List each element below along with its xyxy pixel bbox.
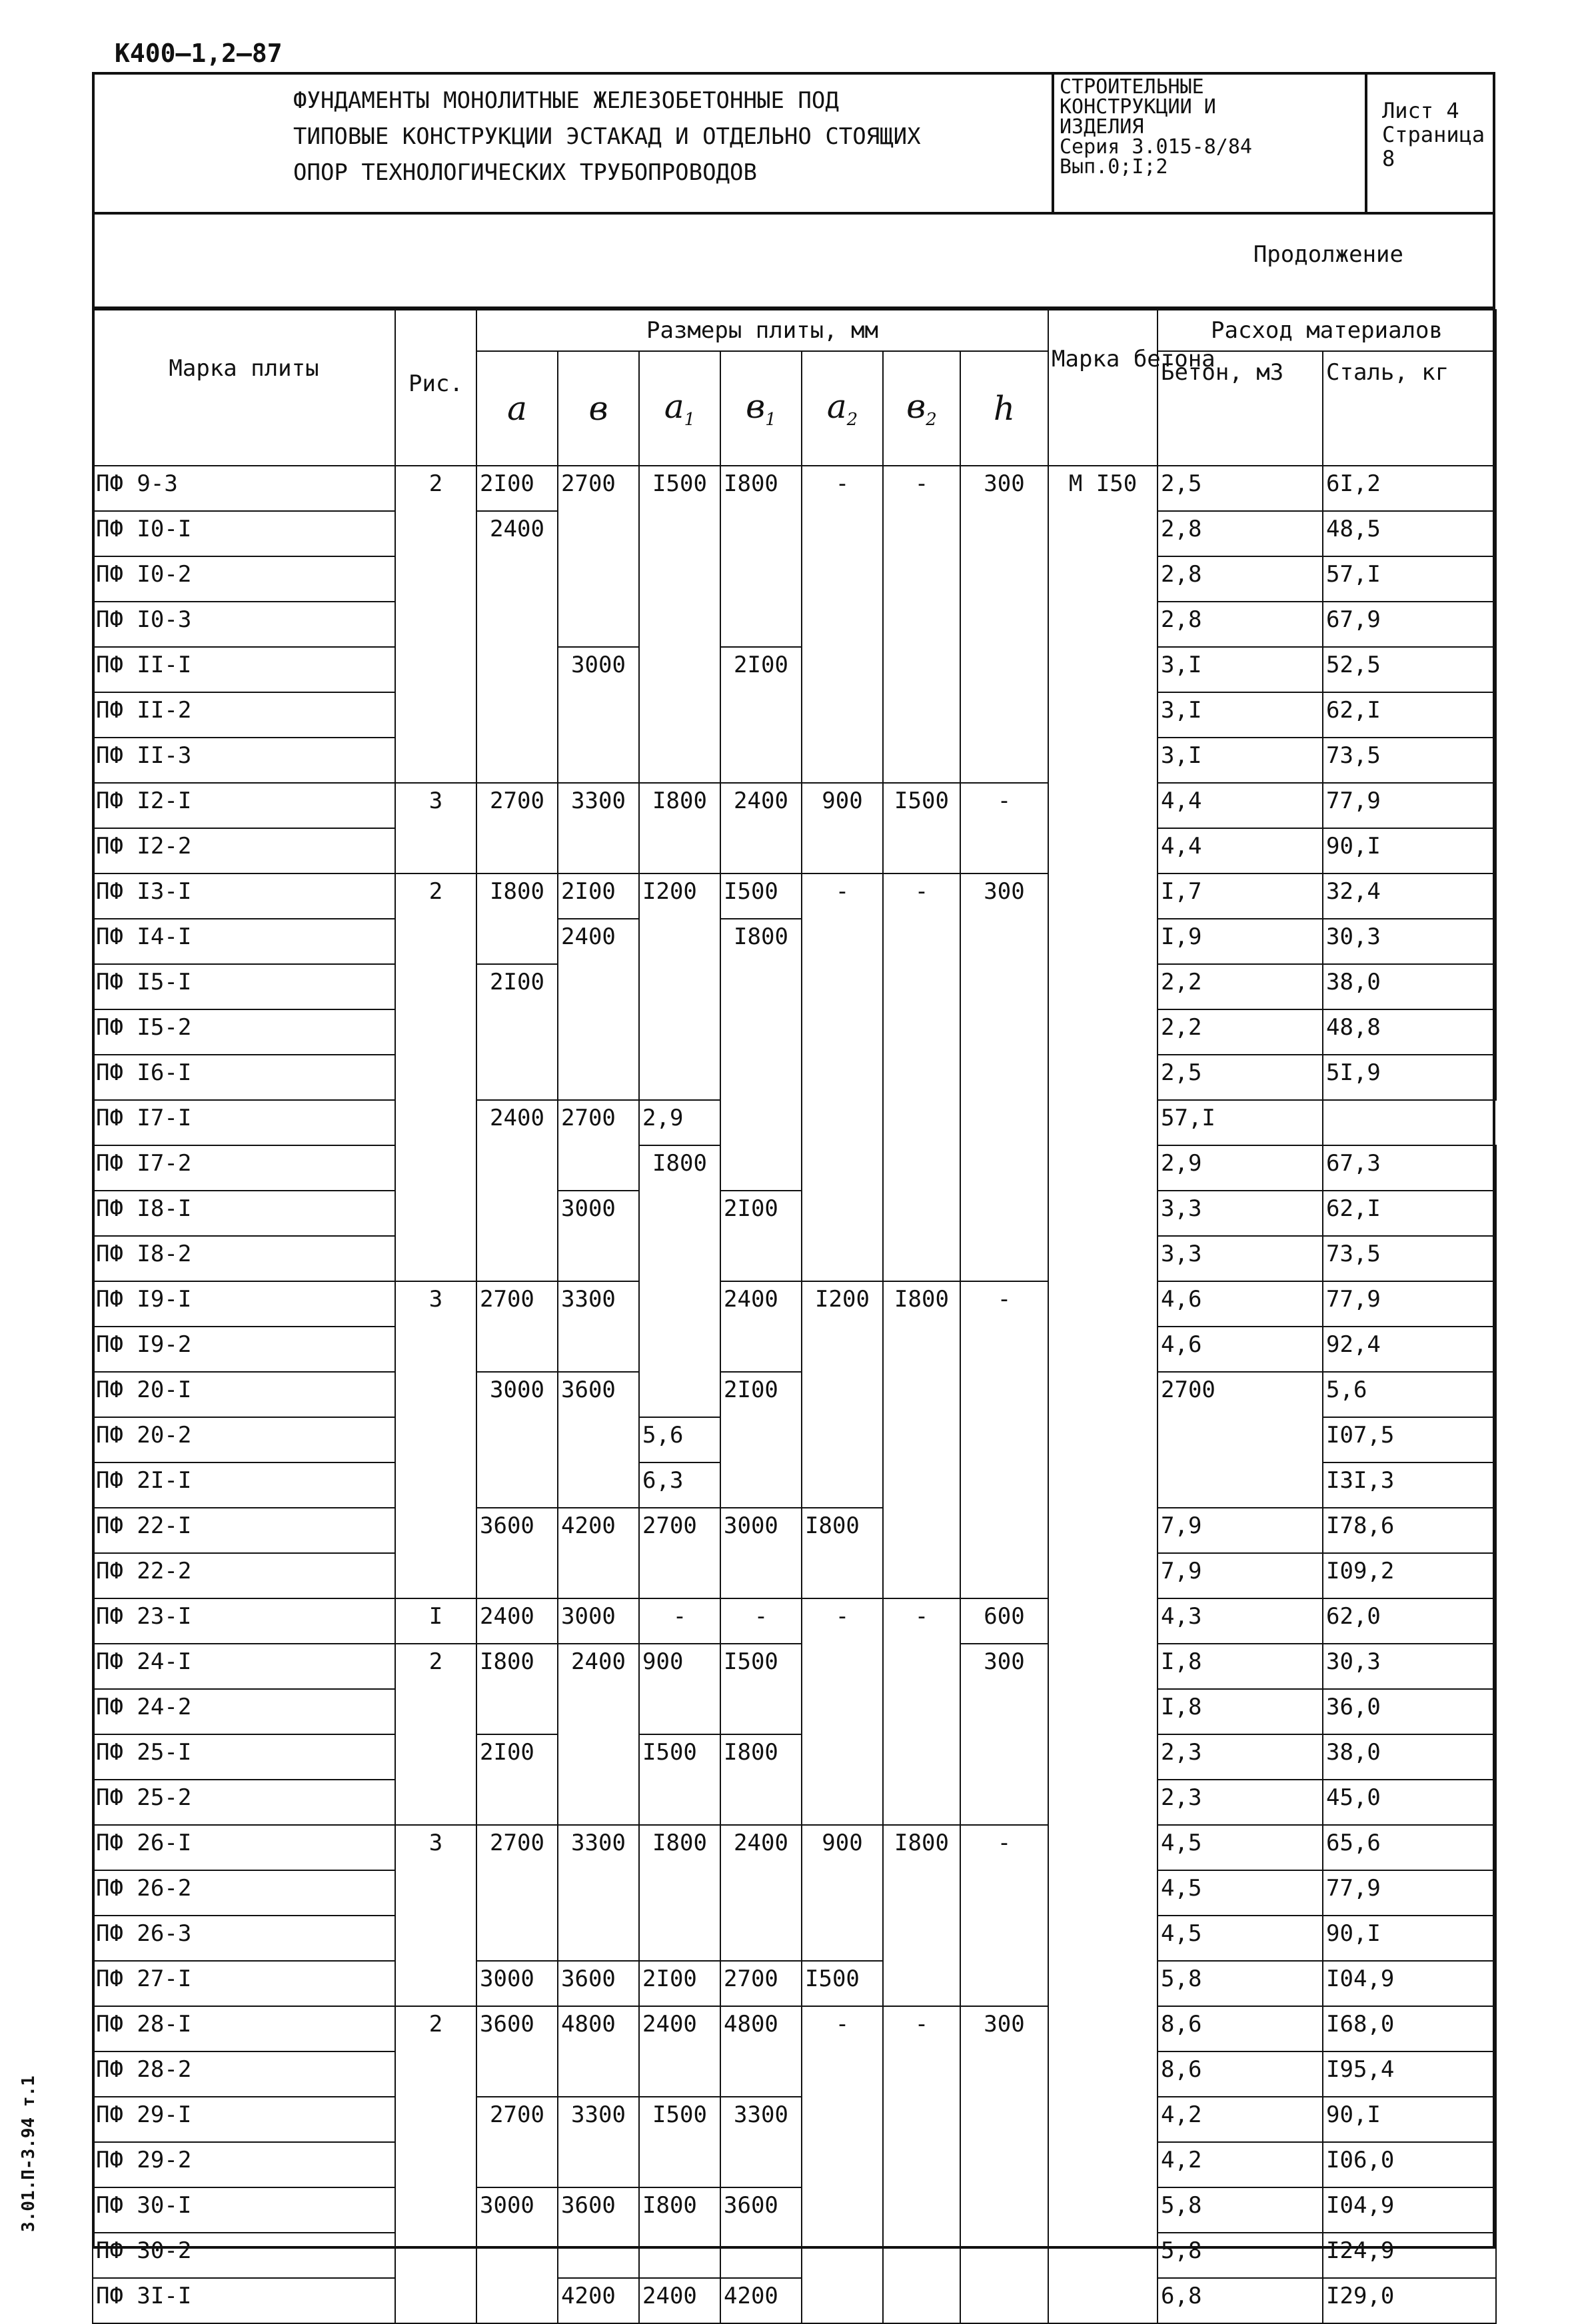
table-row xyxy=(93,1508,1496,1553)
cell-steel: 67,9 xyxy=(1323,602,1496,647)
cell-steel: 65,6 xyxy=(1323,1825,1496,1870)
page-number: Страница 8 xyxy=(1382,122,1485,171)
col-header-concrete: Бетон, м3 xyxy=(1158,351,1323,466)
series-line: Вып.0;I;2 xyxy=(1060,155,1168,179)
sheet-number: Лист 4 xyxy=(1382,98,1459,123)
cell-dim: 300 xyxy=(960,873,1048,1281)
cell-brand: ПФ I7-I xyxy=(93,1100,395,1145)
cell-dim: 2700 xyxy=(476,2097,558,2187)
cell-dim: - xyxy=(883,466,960,783)
cell-concrete: 3,3 xyxy=(1158,1236,1323,1281)
side-stamp-code: 3.01.П-3.94 т.1 xyxy=(19,2075,39,2232)
cell-brand: ПФ 24-I xyxy=(93,1644,395,1689)
cell-concrete: 2,8 xyxy=(1158,556,1323,602)
cell-figure: 3 xyxy=(395,1825,476,2006)
cell-dim: I500 xyxy=(883,783,960,873)
table-row xyxy=(93,1281,1496,1327)
cell-dim: I500 xyxy=(639,466,720,783)
cell-steel: 5I,9 xyxy=(1323,1055,1496,1100)
cell-steel: 67,3 xyxy=(1323,1145,1496,1191)
series-block xyxy=(1052,72,1365,212)
cell-concrete: 2,5 xyxy=(1158,1055,1323,1100)
cell-brand: ПФ I4-I xyxy=(93,919,395,964)
cell-brand: ПФ I3-I xyxy=(93,873,395,919)
cell-concrete: 5,8 xyxy=(1158,2187,1323,2233)
cell-figure: 3 xyxy=(395,783,476,873)
col-header-dim-h: h xyxy=(960,351,1048,466)
cell-dim: 3000 xyxy=(476,2187,558,2323)
cell-concrete: 2,5 xyxy=(1158,466,1323,511)
cell-dim: I800 xyxy=(883,1825,960,2006)
cell-dim: 900 xyxy=(639,1644,720,1734)
cell-dim: I200 xyxy=(639,873,720,1100)
cell-concrete: 3,I xyxy=(1158,692,1323,738)
table-row xyxy=(93,466,1496,511)
cell-steel: 45,0 xyxy=(1323,1780,1496,1825)
col-header-dim-b2: $в_2$ xyxy=(883,351,960,466)
cell-dim: - xyxy=(960,1281,1048,1598)
cell-dim: 2I00 xyxy=(639,1961,720,2006)
cell-steel: 6I,2 xyxy=(1323,466,1496,511)
col-header-dim-b: в xyxy=(558,351,639,466)
cell-dim: 3000 xyxy=(558,1191,639,1281)
cell-concrete-grade: М I50 xyxy=(1048,466,1158,2323)
cell-dim: 3600 xyxy=(476,1508,558,1598)
cell-concrete: 2,9 xyxy=(639,1100,720,1145)
col-header-dimensions: Размеры плиты, мм xyxy=(476,310,1048,351)
cell-brand: ПФ 3I-I xyxy=(93,2278,395,2323)
cell-steel: 62,0 xyxy=(1323,1598,1496,1644)
cell-concrete: 4,4 xyxy=(1158,783,1323,828)
cell-brand: ПФ 2I-I xyxy=(93,1462,395,1508)
cell-dim: 3600 xyxy=(558,2187,639,2278)
cell-brand: ПФ 20-2 xyxy=(93,1417,395,1462)
cell-dim: - xyxy=(802,2006,883,2323)
col-header-brand: Марка плиты xyxy=(93,310,395,466)
cell-dim: 3000 xyxy=(720,1508,802,1598)
cell-dim: I500 xyxy=(720,1644,802,1734)
col-header-dim-b1: $в_1$ xyxy=(720,351,802,466)
table-row xyxy=(93,1961,1496,2006)
cell-dim: 2400 xyxy=(476,1598,558,1644)
col-header-dim-a: a xyxy=(476,351,558,466)
table-row xyxy=(93,1734,1496,1780)
cell-dim: 4800 xyxy=(720,2006,802,2097)
cell-concrete: 4,5 xyxy=(1158,1870,1323,1916)
cell-dim: I500 xyxy=(639,1734,720,1825)
cell-dim: 3000 xyxy=(558,1598,639,1644)
table-row xyxy=(93,647,1496,692)
cell-dim: 300 xyxy=(960,2006,1048,2323)
continuation-row xyxy=(92,215,1495,309)
table-row xyxy=(93,2278,1496,2323)
cell-dim: 2700 xyxy=(639,1508,720,1598)
cell-concrete: 4,6 xyxy=(1158,1281,1323,1327)
table-row xyxy=(93,1644,1496,1689)
cell-dim: 2700 xyxy=(720,1961,802,2006)
cell-dim: 2700 xyxy=(476,1825,558,1961)
cell-steel: I24,9 xyxy=(1323,2233,1496,2278)
cell-steel: 57,I xyxy=(1323,556,1496,602)
cell-brand: ПФ I7-2 xyxy=(93,1145,395,1191)
cell-dim: 2400 xyxy=(558,1644,639,1825)
cell-concrete: 8,6 xyxy=(1158,2006,1323,2051)
col-header-figure: Рис. xyxy=(395,310,476,466)
cell-steel: I06,0 xyxy=(1323,2142,1496,2187)
cell-dim: 3300 xyxy=(720,2097,802,2187)
cell-dim: 2I00 xyxy=(476,964,558,1100)
cell-concrete: 4,4 xyxy=(1158,828,1323,873)
cell-figure: 2 xyxy=(395,2006,476,2323)
cell-dim: - xyxy=(883,1598,960,1825)
cell-steel: 90,I xyxy=(1323,2097,1496,2142)
cell-steel: I3I,3 xyxy=(1323,1462,1496,1508)
cell-dim: I800 xyxy=(639,1145,720,1417)
cell-brand: ПФ I0-2 xyxy=(93,556,395,602)
cell-dim: I800 xyxy=(720,1734,802,1825)
cell-concrete: 2,2 xyxy=(1158,1009,1323,1055)
cell-dim: 2I00 xyxy=(476,1734,558,1825)
series-line: ИЗДЕЛИЯ xyxy=(1060,115,1144,139)
cell-steel: 62,I xyxy=(1323,692,1496,738)
col-header-materials: Расход материалов xyxy=(1158,310,1496,351)
cell-concrete: 5,8 xyxy=(1158,1961,1323,2006)
cell-dim: 2400 xyxy=(639,2278,720,2323)
cell-brand: ПФ I2-I xyxy=(93,783,395,828)
cell-concrete: 5,6 xyxy=(1323,1372,1496,1417)
cell-dim: 2I00 xyxy=(476,466,558,511)
cell-dim: 3600 xyxy=(476,2006,558,2097)
cell-steel: 73,5 xyxy=(1323,738,1496,783)
cell-concrete: 4,6 xyxy=(1158,1327,1323,1372)
cell-concrete: 6,3 xyxy=(639,1462,720,1508)
cell-dim: 2I00 xyxy=(558,873,639,919)
cell-steel: 92,4 xyxy=(1323,1327,1496,1372)
cell-concrete: 2,9 xyxy=(1158,1145,1323,1191)
cell-brand: ПФ 25-2 xyxy=(93,1780,395,1825)
series-line: Серия 3.015-8/84 xyxy=(1060,135,1252,159)
cell-brand: ПФ 22-I xyxy=(93,1508,395,1553)
cell-brand: ПФ 28-2 xyxy=(93,2051,395,2097)
table-row xyxy=(93,873,1496,919)
cell-brand: ПФ I5-I xyxy=(93,964,395,1009)
cell-dim: 2700 xyxy=(1158,1372,1323,1508)
cell-figure: 3 xyxy=(395,1281,476,1598)
cell-brand: ПФ II-I xyxy=(93,647,395,692)
cell-dim: 2I00 xyxy=(720,1191,802,1281)
cell-dim: 4200 xyxy=(558,1508,639,1598)
cell-brand: ПФ I0-I xyxy=(93,511,395,556)
cell-brand: ПФ 20-I xyxy=(93,1372,395,1417)
series-line: КОНСТРУКЦИИ И xyxy=(1060,95,1216,119)
cell-concrete: 2,2 xyxy=(1158,964,1323,1009)
col-header-steel: Сталь, кг xyxy=(1323,351,1496,466)
table-row xyxy=(93,919,1496,964)
cell-dim: - xyxy=(883,873,960,1281)
cell-dim: - xyxy=(802,873,883,1281)
title-line: ОПОР ТЕХНОЛОГИЧЕСКИХ ТРУБОПРОВОДОВ xyxy=(293,159,757,186)
cell-steel: 77,9 xyxy=(1323,1870,1496,1916)
cell-steel: 36,0 xyxy=(1323,1689,1496,1734)
cell-steel: 30,3 xyxy=(1323,1644,1496,1689)
cell-dim: 2I00 xyxy=(720,647,802,783)
cell-steel: 90,I xyxy=(1323,1916,1496,1961)
cell-steel: I95,4 xyxy=(1323,2051,1496,2097)
cell-dim: I800 xyxy=(883,1281,960,1598)
cell-dim: 900 xyxy=(802,783,883,873)
cell-dim: 3300 xyxy=(558,2097,639,2187)
cell-dim: I800 xyxy=(720,919,802,1191)
cell-concrete: 6,8 xyxy=(1158,2278,1323,2323)
cell-concrete: 4,3 xyxy=(1158,1598,1323,1644)
cell-steel: 48,5 xyxy=(1323,511,1496,556)
cell-concrete: 8,6 xyxy=(1158,2051,1323,2097)
cell-dim: - xyxy=(720,1598,802,1644)
cell-dim: 2700 xyxy=(476,783,558,873)
title-block xyxy=(92,72,1495,215)
cell-steel: 77,9 xyxy=(1323,1281,1496,1327)
cell-brand: ПФ 29-2 xyxy=(93,2142,395,2187)
cell-steel: I09,2 xyxy=(1323,1553,1496,1598)
cell-steel: 38,0 xyxy=(1323,964,1496,1009)
cell-dim: I800 xyxy=(802,1508,883,1598)
cell-dim: 3600 xyxy=(558,1961,639,2006)
cell-brand: ПФ II-2 xyxy=(93,692,395,738)
continuation-label: Продолжение xyxy=(1253,241,1403,268)
cell-steel: I04,9 xyxy=(1323,2187,1496,2233)
cell-dim: - xyxy=(639,1598,720,1644)
cell-dim: - xyxy=(960,1825,1048,2006)
col-header-dim-a1: $a_1$ xyxy=(639,351,720,466)
cell-concrete: 3,3 xyxy=(1158,1191,1323,1236)
cell-concrete: I,9 xyxy=(1158,919,1323,964)
table-row xyxy=(93,1598,1496,1644)
cell-steel: 30,3 xyxy=(1323,919,1496,964)
cell-concrete: 4,2 xyxy=(1158,2142,1323,2187)
table-row xyxy=(93,1372,1496,1417)
cell-brand: ПФ 22-2 xyxy=(93,1553,395,1598)
cell-concrete: 3,I xyxy=(1158,738,1323,783)
cell-dim: I800 xyxy=(639,783,720,873)
cell-brand: ПФ 23-I xyxy=(93,1598,395,1644)
cell-concrete: 2,3 xyxy=(1158,1780,1323,1825)
cell-dim: 3000 xyxy=(476,1372,558,1508)
cell-concrete: 2,3 xyxy=(1158,1734,1323,1780)
cell-dim: 2400 xyxy=(476,511,558,783)
cell-steel: 73,5 xyxy=(1323,1236,1496,1281)
cell-dim: 3300 xyxy=(558,1825,639,1961)
foundation-slab-table xyxy=(92,309,1497,2324)
title-line: ТИПОВЫЕ КОНСТРУКЦИИ ЭСТАКАД И ОТДЕЛЬНО СТОЯЩИХ xyxy=(293,123,921,150)
cell-dim: 2400 xyxy=(476,1100,558,1281)
cell-dim: 300 xyxy=(960,1644,1048,1825)
cell-brand: ПФ 30-I xyxy=(93,2187,395,2233)
cell-dim: 600 xyxy=(960,1598,1048,1644)
cell-dim: 3300 xyxy=(558,1281,639,1372)
cell-concrete: I,7 xyxy=(1158,873,1323,919)
cell-concrete: I,8 xyxy=(1158,1644,1323,1689)
cell-dim: 3600 xyxy=(558,1372,639,1508)
cell-dim: 3300 xyxy=(558,783,639,873)
cell-concrete: 7,9 xyxy=(1158,1553,1323,1598)
cell-dim: 3000 xyxy=(476,1961,558,2006)
cell-dim: I800 xyxy=(639,1825,720,1961)
cell-brand: ПФ I8-2 xyxy=(93,1236,395,1281)
cell-dim: 3000 xyxy=(558,647,639,783)
cell-dim: 2400 xyxy=(720,1825,802,1961)
cell-dim: 900 xyxy=(802,1825,883,1961)
cell-steel: I68,0 xyxy=(1323,2006,1496,2051)
cell-brand: ПФ I9-I xyxy=(93,1281,395,1327)
cell-figure: 2 xyxy=(395,873,476,1281)
cell-steel: 57,I xyxy=(1158,1100,1323,1145)
cell-brand: ПФ 9-3 xyxy=(93,466,395,511)
cell-concrete: 4,5 xyxy=(1158,1825,1323,1870)
cell-concrete: 5,8 xyxy=(1158,2233,1323,2278)
cell-brand: ПФ I0-3 xyxy=(93,602,395,647)
cell-steel: I78,6 xyxy=(1323,1508,1496,1553)
cell-brand: ПФ 27-I xyxy=(93,1961,395,2006)
cell-brand: ПФ I2-2 xyxy=(93,828,395,873)
cell-dim: I500 xyxy=(802,1961,883,2006)
cell-brand: ПФ I8-I xyxy=(93,1191,395,1236)
cell-dim: 4200 xyxy=(558,2278,639,2323)
cell-concrete: 7,9 xyxy=(1158,1508,1323,1553)
cell-dim: 2700 xyxy=(558,466,639,647)
col-header-dim-a2: $a_2$ xyxy=(802,351,883,466)
cell-figure: 2 xyxy=(395,466,476,783)
cell-dim: 300 xyxy=(960,466,1048,783)
cell-brand: ПФ II-3 xyxy=(93,738,395,783)
cell-concrete: 2,8 xyxy=(1158,602,1323,647)
cell-dim: - xyxy=(802,466,883,783)
cell-steel: 38,0 xyxy=(1323,1734,1496,1780)
cell-dim: - xyxy=(883,2006,960,2323)
table-row xyxy=(93,2006,1496,2051)
cell-brand: ПФ 28-I xyxy=(93,2006,395,2051)
cell-steel: 48,8 xyxy=(1323,1009,1496,1055)
cell-steel: 32,4 xyxy=(1323,873,1496,919)
cell-dim: 4200 xyxy=(720,2278,802,2323)
cell-dim: 2700 xyxy=(476,1281,558,1372)
cell-dim: I500 xyxy=(639,2097,720,2187)
cell-steel: 77,9 xyxy=(1323,783,1496,828)
cell-dim: - xyxy=(802,1598,883,1825)
cell-dim: 2400 xyxy=(720,1281,802,1372)
cell-dim: 4800 xyxy=(558,2006,639,2097)
cell-concrete: 4,5 xyxy=(1158,1916,1323,1961)
table-row xyxy=(93,1825,1496,1870)
cell-dim: I200 xyxy=(802,1281,883,1508)
cell-brand: ПФ I9-2 xyxy=(93,1327,395,1372)
cell-concrete: I,8 xyxy=(1158,1689,1323,1734)
cell-steel: I29,0 xyxy=(1323,2278,1496,2323)
document-title xyxy=(293,83,1126,191)
cell-dim: I800 xyxy=(476,873,558,964)
cell-concrete: 2,8 xyxy=(1158,511,1323,556)
title-line: ФУНДАМЕНТЫ МОНОЛИТНЫЕ ЖЕЛЕЗОБЕТОННЫЕ ПОД xyxy=(293,87,839,114)
cell-steel: I04,9 xyxy=(1323,1961,1496,2006)
cell-brand: ПФ I5-2 xyxy=(93,1009,395,1055)
cell-brand: ПФ 25-I xyxy=(93,1734,395,1780)
cell-dim: 2400 xyxy=(639,2006,720,2097)
cell-brand: ПФ 26-3 xyxy=(93,1916,395,1961)
col-header-grade: Марка бетона xyxy=(1048,310,1158,466)
table-row xyxy=(93,2187,1496,2233)
cell-dim: I800 xyxy=(639,2187,720,2278)
cell-brand: ПФ 29-I xyxy=(93,2097,395,2142)
cell-dim: 2400 xyxy=(558,919,639,1100)
cell-concrete: 5,6 xyxy=(639,1417,720,1462)
table-row xyxy=(93,1191,1496,1236)
cell-dim: I800 xyxy=(720,466,802,647)
document-code: К400—1,2—87 xyxy=(115,39,283,68)
cell-steel: 90,I xyxy=(1323,828,1496,873)
cell-brand: ПФ I6-I xyxy=(93,1055,395,1100)
cell-concrete: 3,I xyxy=(1158,647,1323,692)
cell-dim: 2I00 xyxy=(720,1372,802,1508)
cell-brand: ПФ 30-2 xyxy=(93,2233,395,2278)
cell-dim: 3600 xyxy=(720,2187,802,2278)
cell-steel: 62,I xyxy=(1323,1191,1496,1236)
series-line: СТРОИТЕЛЬНЫЕ xyxy=(1060,75,1204,99)
cell-brand: ПФ 26-2 xyxy=(93,1870,395,1916)
cell-figure: 2 xyxy=(395,1644,476,1825)
cell-dim: I500 xyxy=(720,873,802,919)
cell-steel: 52,5 xyxy=(1323,647,1496,692)
table-row xyxy=(93,783,1496,828)
sheet-block xyxy=(1365,72,1493,212)
table-row xyxy=(93,2097,1496,2142)
cell-dim: 2700 xyxy=(558,1100,639,1191)
cell-brand: ПФ 24-2 xyxy=(93,1689,395,1734)
cell-dim: 2400 xyxy=(720,783,802,873)
cell-brand: ПФ 26-I xyxy=(93,1825,395,1870)
cell-dim: - xyxy=(960,783,1048,873)
cell-dim: I800 xyxy=(476,1644,558,1734)
cell-steel: I07,5 xyxy=(1323,1417,1496,1462)
cell-concrete: 4,2 xyxy=(1158,2097,1323,2142)
cell-figure: I xyxy=(395,1598,476,1644)
